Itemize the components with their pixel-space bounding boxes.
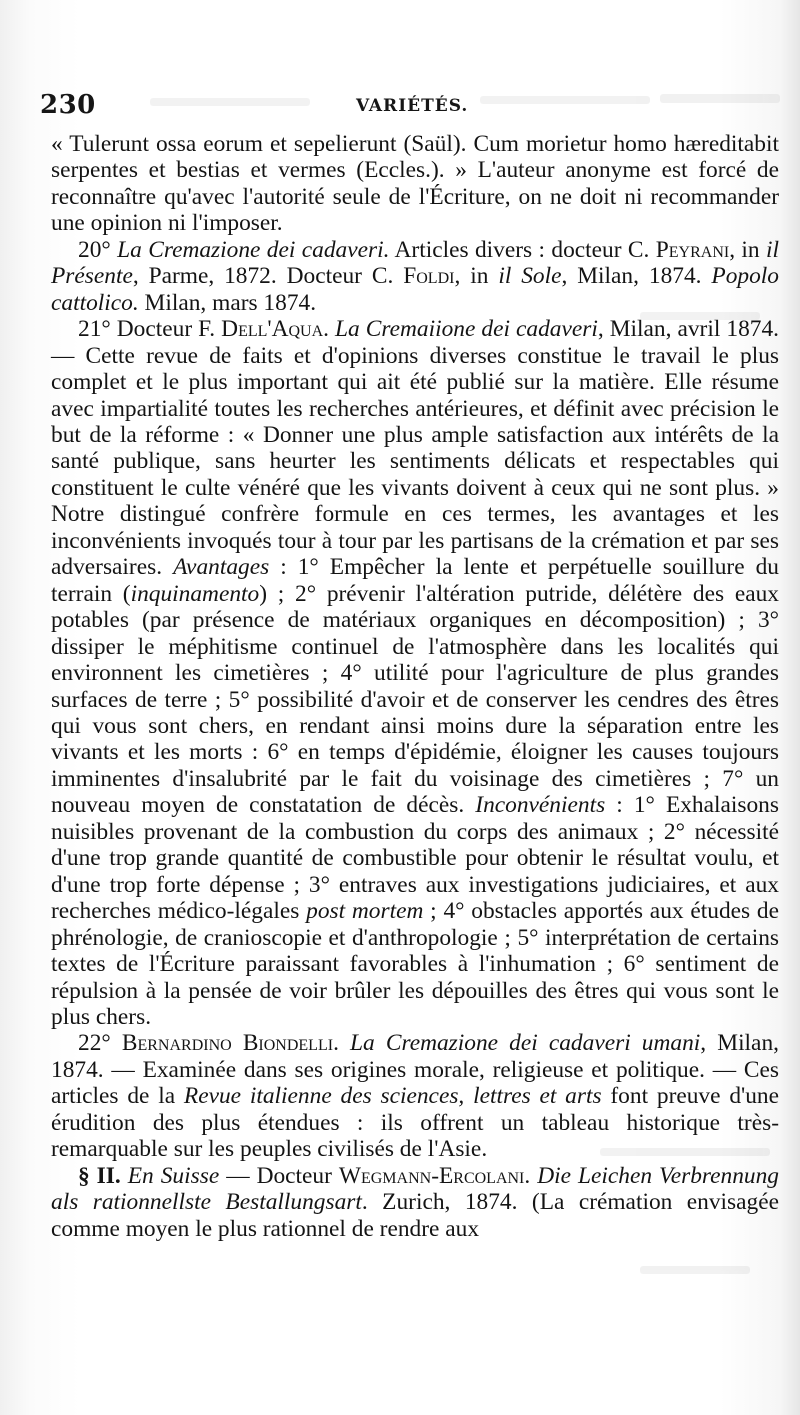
text-run: 21° Docteur F. xyxy=(78,316,222,343)
paragraph-section-2 xyxy=(51,1163,779,1242)
italic-run: Popolo cattolico. xyxy=(51,263,779,316)
running-title: VARIÉTÉS. xyxy=(356,96,469,116)
small-caps-name: Bernardino Biondelli xyxy=(121,1030,334,1057)
text-run: Milan, mars 1874. xyxy=(138,289,317,316)
small-caps-name: Foldi xyxy=(403,263,455,290)
small-caps-name: Peyrani xyxy=(655,236,730,263)
italic-run: La Cremaiione dei cadaveri xyxy=(335,316,598,343)
text-run: . Zurich, 1874. (La crémation envisagée comme moyen le plus rationnel de rendre aux xyxy=(51,1189,779,1242)
italic-run: il Présente xyxy=(51,236,780,290)
text-run: . xyxy=(323,316,336,343)
page-number: 230 xyxy=(40,90,96,120)
text-run: — Docteur xyxy=(219,1162,339,1189)
text-run: . xyxy=(524,1162,538,1189)
paragraph-quote xyxy=(51,131,779,237)
text-run: , in xyxy=(454,263,499,290)
italic-run: post mortem xyxy=(306,898,424,925)
text-run: . xyxy=(333,1030,351,1057)
italic-run: En Suisse xyxy=(127,1162,220,1189)
text-run: , Parme, 1872. Docteur C. xyxy=(132,263,404,290)
text-run: , Milan, 1874. xyxy=(561,263,712,290)
body-text xyxy=(51,131,779,1242)
italic-run: La Cremazione dei cadaveri umani xyxy=(350,1030,701,1057)
italic-run: Die Leichen Verbrennung als rationnellste Bestallungsart xyxy=(51,1162,779,1216)
text-run: , Milan, avril 1874. — Cette revue de faits et d'opinions diverses constitue le travail le plus complet et le plus important qui ait été publié sur la matière. Elle résume avec impartialité toutes les recherches antérieures, et définit avec précision le but de la réforme : « Donner une plus ample satisfaction aux intérêts de la santé publique, sans heurter les sentiments délicats et respectables qui constituent le culte vénéré que les vivants doivent à ceux qui ne sont plus. » Notre distingué confrère formule en ces termes, les avantages et les inconvénients invoqués tour à tour par les partisans de la crémation et par ses adversaires. xyxy=(51,316,780,581)
text-run: Articles divers : docteur C. xyxy=(389,236,656,263)
text-run: ; 4° obstacles apportés aux études de phrénologie, de cranioscopie et d'anthropologie ; 5° interprétation de certains textes de l'Écriture paraissant favorables à l'inhumation ; 6° sentiment de répulsion à la pensée de voir brûler les dépouilles des êtres qui vous sont le plus chers. xyxy=(51,898,779,1030)
small-caps-name: Wegmann-Ercolani xyxy=(338,1162,525,1189)
italic-run: Inconvénients xyxy=(475,792,606,819)
text-run xyxy=(121,1163,128,1189)
text-run: 22° xyxy=(78,1030,122,1057)
italic-run: Revue italienne des sciences, lettres et arts xyxy=(183,1083,602,1110)
text-run: : 1° Exhalaisons nuisibles provenant de la combustion du corps des animaux ; 2° nécessité d'une trop grande quantité de combustible pour obtenir le résultat voulu, et d'une trop forte dépense ; 3° entraves aux investigations judiciaires, et aux recherches médico-légales xyxy=(51,792,779,925)
text-run: : 1° Empêcher la lente et perpétuelle souillure du terrain ( xyxy=(51,554,779,607)
page-header xyxy=(40,90,780,120)
italic-run: il Sole xyxy=(498,263,562,290)
text-run: 20° xyxy=(78,236,118,263)
paragraph-item-20 xyxy=(51,237,779,316)
text-run: ) ; 2° prévenir l'altération putride, délétère des eaux potables (par présence de matériaux organiques en décomposition) ; 3° dissiper le méphitisme continuel de l'atmosphère dans les localités qui environnent les cimetières ; 4° utilité pour l'agriculture de plus grandes surfaces de terre ; 5° possibilité d'avoir et de conserver les cendres des êtres qui vous sont chers, en rendant ainsi moins dure la séparation entre les vivants et les morts : 6° en temps d'épidémie, éloigner les causes toujours imminentes d'insalubrité par le fait du voisinage des cimetières ; 7° un nouveau moyen de constatation de décès. xyxy=(51,580,779,819)
paragraph-item-22 xyxy=(51,1030,779,1162)
text-run: , Milan, 1874. — Examinée dans ses origines morale, religieuse et politique. — Ces articles de la xyxy=(51,1030,779,1110)
text-run: , in xyxy=(729,236,767,263)
paragraph-item-21 xyxy=(51,316,779,1030)
small-caps-name: Dell'Aqua xyxy=(221,316,324,343)
text-run: « Tulerunt ossa eorum et sepelierunt (Saül). Cum morietur homo hæreditabit serpentes et bestias et vermes (Eccles.). » L'auteur anonyme est forcé de reconnaître qu'avec l'autorité seule de l'Écriture, on ne doit ni recommander une opinion ni l'imposer. xyxy=(51,131,779,237)
text-run: font preuve d'une érudition des plus étendues : ils offrent un tableau historique très-remarquable sur les peuples civilisés de l'Asie. xyxy=(51,1083,779,1163)
italic-run: inquinamento xyxy=(130,580,260,607)
section-marker: § II. xyxy=(78,1162,121,1189)
italic-run: La Cremazione dei cadaveri. xyxy=(117,236,390,263)
italic-run: Avantages xyxy=(173,554,270,581)
